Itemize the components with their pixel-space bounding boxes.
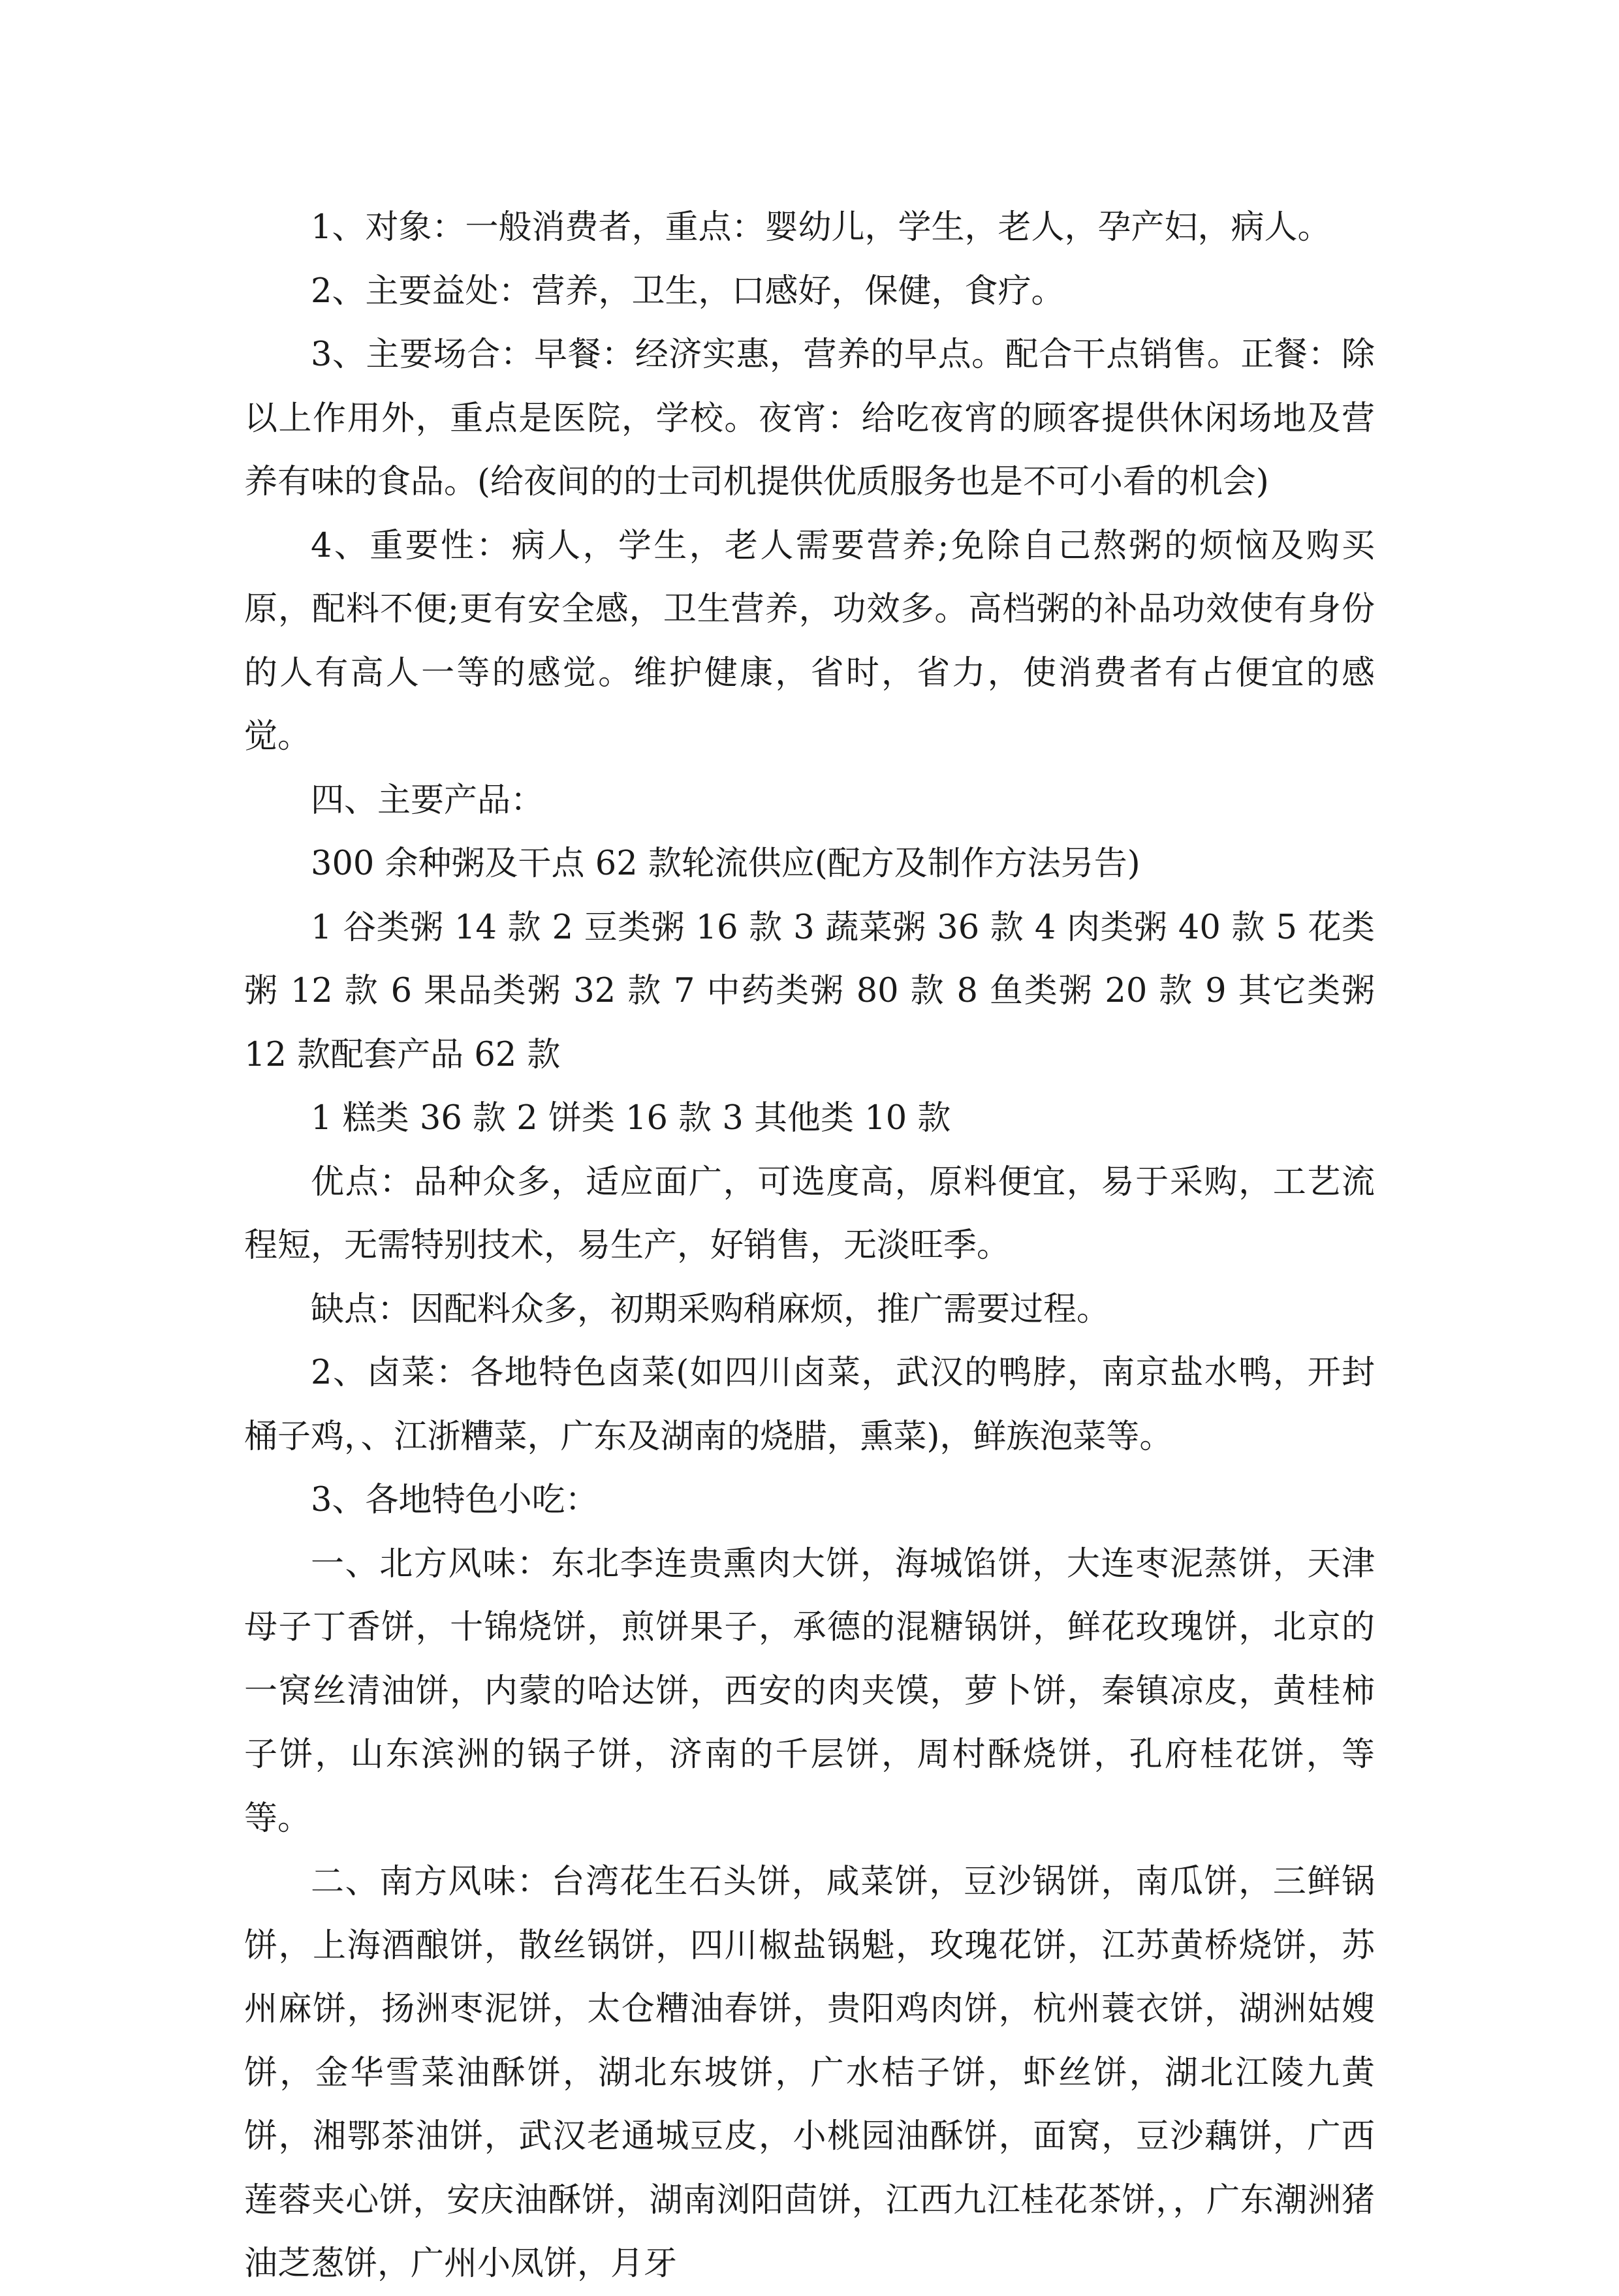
paragraph-southern-flavors: 二、南方风味：台湾花生石头饼，咸菜饼，豆沙锅饼，南瓜饼，三鲜锅饼，上海酒酿饼，散丝锅饼，四川椒盐锅魁，玫瑰花饼，江苏黄桥烧饼，苏州麻饼，扬洲枣泥饼，太仓糟油春饼，贵阳鸡肉饼，杭州蓑衣饼，湖洲姑嫂饼，金华雪菜油酥饼，湖北东坡饼，广水桔子饼，虾丝饼，湖北江陵九黄饼，湘鄂茶油饼，武汉老通城豆皮，小桃园油酥饼，面窝，豆沙藕饼，广西莲蓉夹心饼，安庆油酥饼，湖南浏阳茴饼，江西九江桂花茶饼，，广东潮洲猪油芝葱饼，广州小凤饼，月牙: [244, 1863, 1375, 2283]
paragraph-northern-flavors: 一、北方风味：东北李连贵熏肉大饼，海城馅饼，大连枣泥蒸饼，天津母子丁香饼，十锦烧饼，煎饼果子，承德的混糖锅饼，鲜花玫瑰饼，北京的一窝丝清油饼，内蒙的哈达饼，西安的肉夹馍，萝卜饼，秦镇凉皮，黄桂柿子饼，山东滨洲的锅子饼，济南的千层饼，周村酥烧饼，孔府桂花饼，等等。: [244, 1544, 1375, 1838]
paragraph-main-benefits: 2、主要益处：营养，卫生，口感好，保健，食疗。: [311, 271, 1065, 311]
paragraph-importance: 4、重要性：病人，学生，老人需要营养;免除自己熬粥的烦恼及购买原，配料不便;更有安全感，卫生营养，功效多。高档粥的补品功效使有身份的人有高人一等的感觉。维护健康，省时，省力，使消费者有占便宜的感觉。: [244, 526, 1375, 756]
section-heading-main-products: 四、主要产品：: [311, 781, 544, 820]
document-body: [244, 196, 1375, 2296]
paragraph-main-occasions: 3、主要场合：早餐：经济实惠，营养的早点。配合干点销售。正餐：除以上作用外，重点是医院，学校。夜宵：给吃夜宵的顾客提供休闲场地及营养有味的食品。(给夜间的的士司机提供优质服务也是不可小看的机会): [244, 335, 1375, 501]
paragraph-target-audience: 1、对象：一般消费者，重点：婴幼儿，学生，老人，孕产妇，病人。: [311, 208, 1331, 247]
paragraph-porridge-categories: 1 谷类粥 14 款 2 豆类粥 16 款 3 蔬菜粥 36 款 4 肉类粥 40 款 5 花类粥 12 款 6 果品类粥 32 款 7 中药类粥 80 款 8 鱼类粥 20 款 9 其它类粥 12 款配套产品 62 款: [244, 908, 1375, 1074]
paragraph-disadvantages: 缺点：因配料众多，初期采购稍麻烦，推广需要过程。: [311, 1290, 1110, 1329]
paragraph-local-snacks-heading: 3、各地特色小吃：: [311, 1481, 599, 1519]
paragraph-braised-dishes: 2、卤菜：各地特色卤菜(如四川卤菜，武汉的鸭脖，南京盐水鸭，开封桶子鸡，、江浙糟菜，广东及湖南的烧腊，熏菜)，鲜族泡菜等。: [244, 1354, 1375, 1456]
paragraph-snack-categories: 1 糕类 36 款 2 饼类 16 款 3 其他类 10 款: [311, 1099, 951, 1138]
paragraph-advantages: 优点：品种众多，适应面广，可选度高，原料便宜，易于采购，工艺流程短，无需特别技术，易生产，好销售，无淡旺季。: [244, 1162, 1375, 1265]
paragraph-porridge-supply: 300 余种粥及干点 62 款轮流供应(配方及制作方法另告): [311, 845, 1140, 883]
